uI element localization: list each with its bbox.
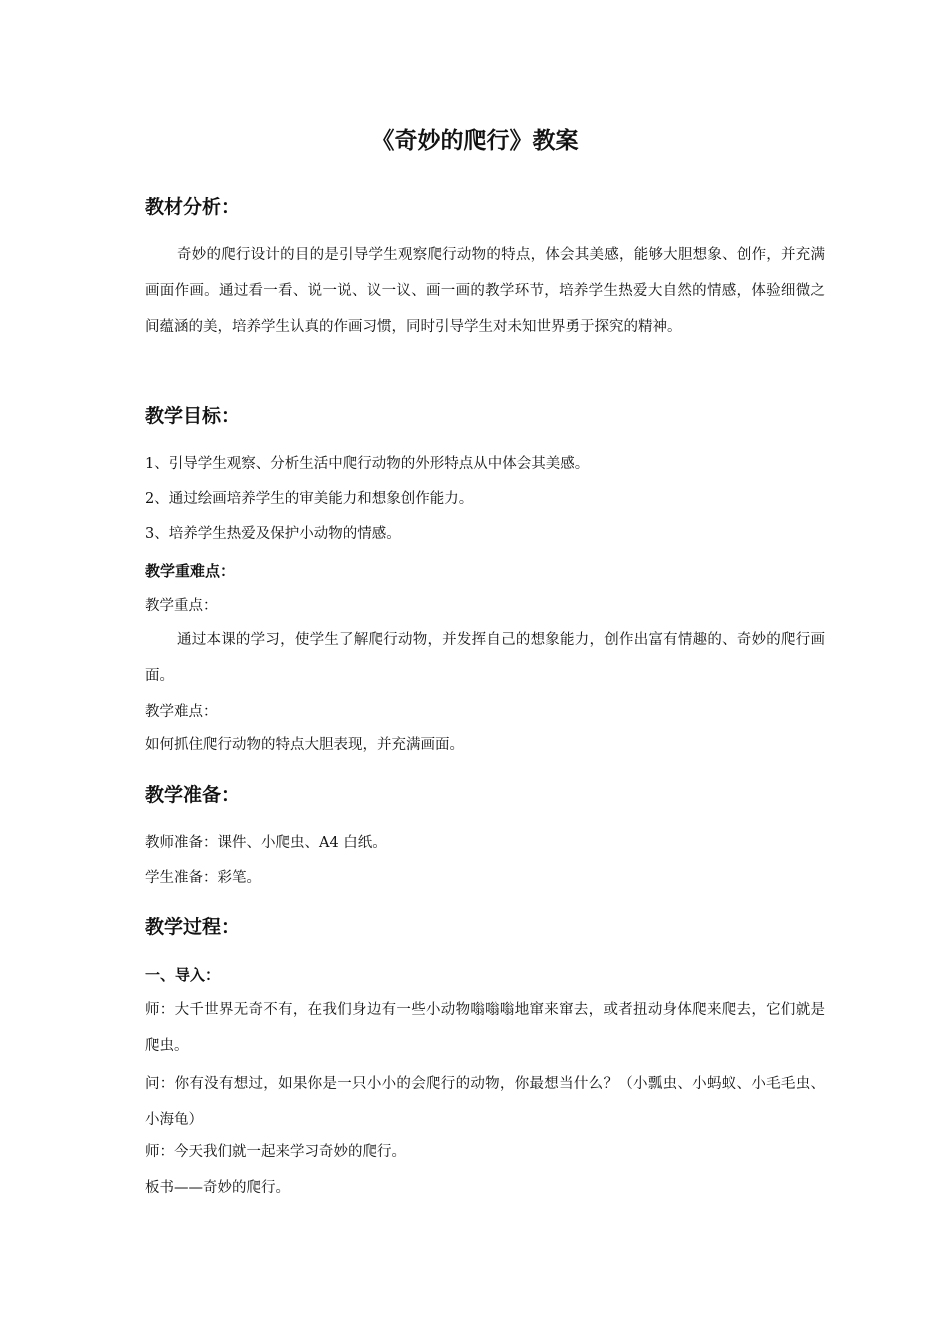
difficulty-label: 教学难点： bbox=[145, 704, 218, 720]
heading-goals: 教学目标： bbox=[145, 405, 241, 427]
process-line-3: 师：今天我们就一起来学习奇妙的爬行。 bbox=[145, 1144, 406, 1160]
analysis-paragraph: 奇妙的爬行设计的目的是引导学生观察爬行动物的特点，体会其美感，能够大胆想象、创作，并充满画面作画。通过看一看、说一说、议一议、画一画的教学环节，培养学生热爱大自然的情感，体验细微之间蕴涵的美，培养学生认真的作画习惯，同时引导学生对未知世界勇于探究的精神。 bbox=[145, 247, 825, 335]
goal-item-3: 3、培养学生热爱及保护小动物的情感。 bbox=[145, 526, 401, 542]
goal-item-2: 2、通过绘画培养学生的审美能力和想象创作能力。 bbox=[145, 491, 474, 507]
process-line-1: 师：大千世界无奇不有，在我们身边有一些小动物嗡嗡嗡地窜来窜去，或者扭动身体爬来爬去，它们就是爬虫。 bbox=[145, 1002, 825, 1054]
document-title: 《奇妙的爬行》教案 bbox=[371, 128, 579, 154]
goal-item-1: 1、引导学生观察、分析生活中爬行动物的外形特点从中体会其美感。 bbox=[145, 456, 590, 472]
teacher-preparation: 教师准备：课件、小爬虫、A4 白纸。 bbox=[145, 835, 387, 851]
student-preparation: 学生准备：彩笔。 bbox=[145, 870, 261, 886]
heading-process: 教学过程： bbox=[145, 916, 241, 938]
heading-preparation: 教学准备： bbox=[145, 784, 241, 806]
process-line-2: 问：你有没有想过，如果你是一只小小的会爬行的动物，你最想当什么？（小瓢虫、小蚂蚁、小毛毛虫、小海龟） bbox=[145, 1076, 825, 1128]
heading-analysis: 教材分析： bbox=[145, 196, 241, 218]
key-point-label: 教学重点： bbox=[145, 598, 218, 614]
heading-key-points: 教学重难点： bbox=[145, 562, 236, 580]
difficulty-text: 如何抓住爬行动物的特点大胆表现，并充满画面。 bbox=[145, 737, 464, 753]
process-subheading: 一、导入： bbox=[145, 966, 221, 984]
process-line-4: 板书——奇妙的爬行。 bbox=[145, 1180, 290, 1196]
key-point-text: 通过本课的学习，使学生了解爬行动物，并发挥自己的想象能力，创作出富有情趣的、奇妙的爬行画面。 bbox=[145, 632, 825, 684]
